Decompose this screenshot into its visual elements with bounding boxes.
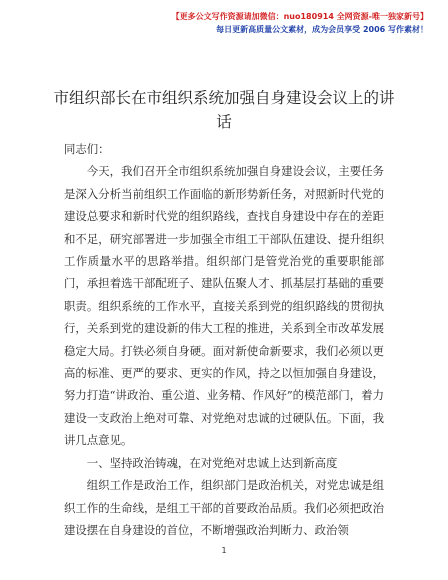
greeting: 同志们： [64,142,110,156]
paragraph-section-1: 组织工作是政治工作，组织部门是政治机关，对党忠诚是组织工作的生命线，是组工干部的首要政治品质。我们必须把政治建设摆在自身建设的首位，不断增强政治判断力、政治领 [64,478,384,537]
paragraph-intro: 今天，我们召开全市组织系统加强自身建设会议，主要任务是深入分析当前组织工作面临的新形势新任务，对照新时代党的建设总要求和新时代党的组织路线，查找自身建设中存在的差距和不足，研究部署进一步加强全市组工干部队伍建设、提升组织工作质量水平的思路举措。组织部门是管党治党的重要职能部门，承担着选干部配班子、建队伍聚人才、抓基层打基础的重要职责。组织系统的工作水平，直接关系到党的组织路线的贯彻执行，关系到党的建设新的伟大工程的推进，关系到全市改革发展稳定大局。打铁必须自身硬。面对新使命新要求，我们必须以更高的标准、更严的要求、更实的作风，持之以恒加强自身建设，努力打造“讲政治、重公道、业务精、作风好”的模范部门，着力建设一支政治上绝对可靠、对党绝对忠诚的过硬队伍。下面，我讲几点意见。 [64,164,384,448]
promo-banner-line-2: 每日更新高质量公文素材，成为会员享受 2006 写作素材！ [216,25,428,34]
promo-banner-line-1: 【更多公文写作资源请加微信：nuo180914 全网资源-唯一独家新号】 [171,12,428,21]
document-title: 市组织部长在市组织系统加强自身建设会议上的讲话 [53,89,395,131]
promo-banner [128,10,428,36]
document-body [64,138,384,541]
page-number: 1 [221,546,227,555]
section-heading-1: 一、坚持政治铸魂，在对党绝对忠诚上达到新高度 [86,455,338,470]
